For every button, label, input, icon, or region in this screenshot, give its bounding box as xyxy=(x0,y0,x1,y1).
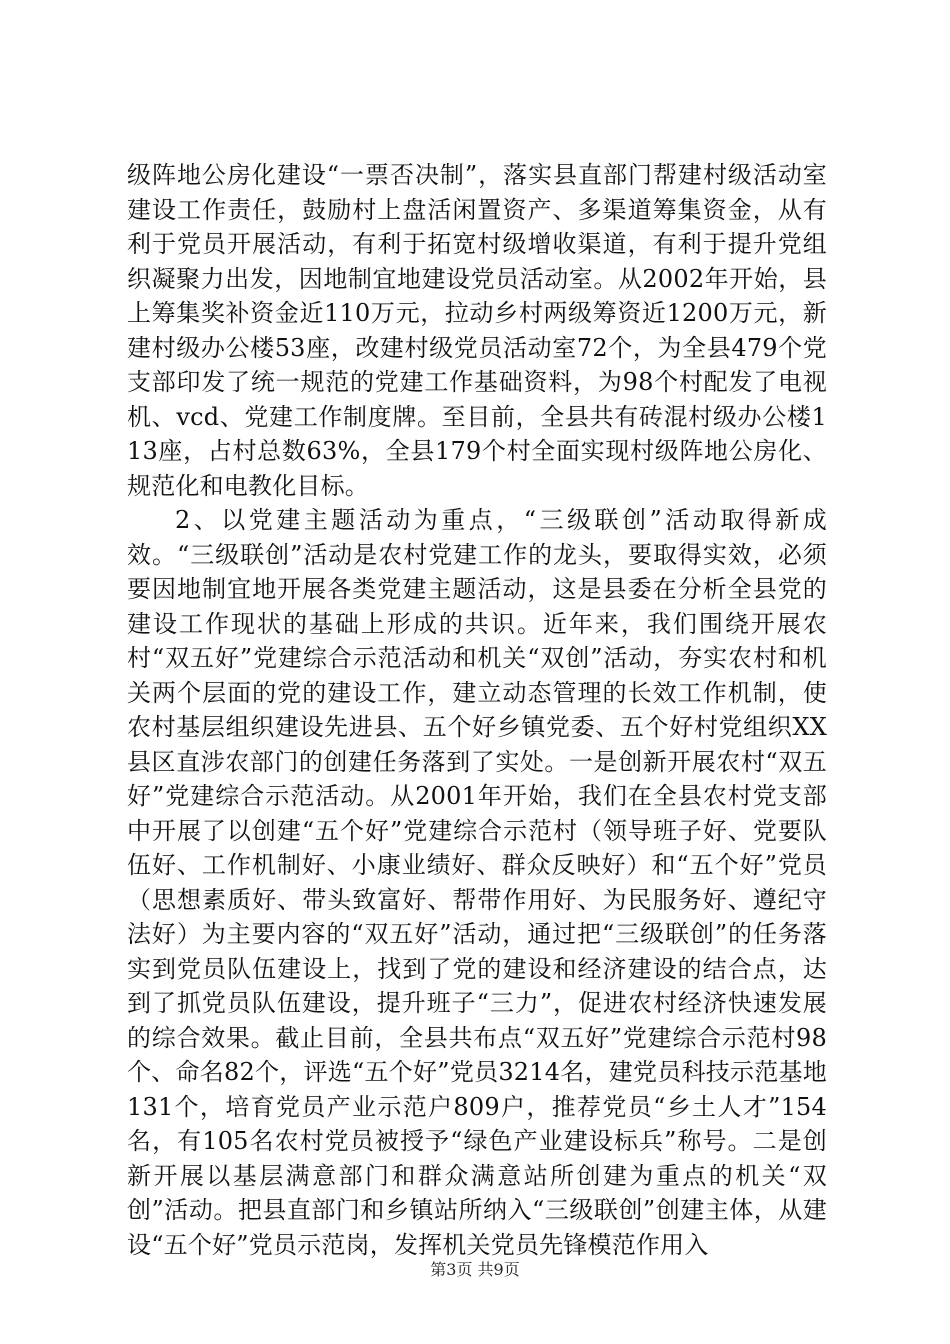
page-footer: 第3页 共9页 xyxy=(430,1260,520,1279)
document-body xyxy=(127,158,827,1262)
paragraph-1: 级阵地公房化建设“一票否决制”，落实县直部门帮建村级活动室建设工作责任，鼓励村上盘活闲置资产、多渠道筹集资金，从有利于党员开展活动，有利于拓宽村级增收渠道，有利于提升党组织凝聚力出发，因地制宜地建设党员活动室。从2002年开始，县上筹集奖补资金近110万元，拉动乡村两级筹资近1200万元，新建村级办公楼53座，改建村级党员活动室72个，为全县479个党支部印发了统一规范的党建工作基础资料，为98个村配发了电视机、vcd、党建工作制度牌。至目前，全县共有砖混村级办公楼113座，占村总数63%，全县179个村全面实现村级阵地公房化、规范化和电教化目标。 xyxy=(127,161,827,500)
paragraph-2: 2、以党建主题活动为重点，“三级联创”活动取得新成效。“三级联创”活动是农村党建工作的龙头，要取得实效，必须要因地制宜地开展各类党建主题活动，这是县委在分析全县党的建设工作现状的基础上形成的共识。近年来，我们围绕开展农村“双五好”党建综合示范活动和机关“双创”活动，夯实农村和机关两个层面的党的建设工作，建立动态管理的长效工作机制，使农村基层组织建设先进县、五个好乡镇党委、五个好村党组织XX县区直涉农部门的创建任务落到了实处。一是创新开展农村“双五好”党建综合示范活动。从2001年开始，我们在全县农村党支部中开展了以创建“五个好”党建综合示范村（领导班子好、党要队伍好、工作机制好、小康业绩好、群众反映好）和“五个好”党员（思想素质好、带头致富好、帮带作用好、为民服务好、遵纪守法好）为主要内容的“双五好”活动，通过把“三级联创”的任务落实到党员队伍建设上，找到了党的建设和经济建设的结合点，达到了抓党员队伍建设，提升班子“三力”，促进农村经济快速发展的综合效果。截止目前，全县共布点“双五好”党建综合示范村98个、命名82个，评选“五个好”党员3214名，建党员科技示范基地131个，培育党员产业示范户809户，推荐党员“乡土人才”154名，有105名农村党员被授予“绿色产业建设标兵”称号。二是创新开展以基层满意部门和群众满意站所创建为重点的机关“双创”活动。把县直部门和乡镇站所纳入“三级联创”创建主体，从建设“五个好”党员示范岗，发挥机关党员先锋模范作用入 xyxy=(127,506,827,1259)
